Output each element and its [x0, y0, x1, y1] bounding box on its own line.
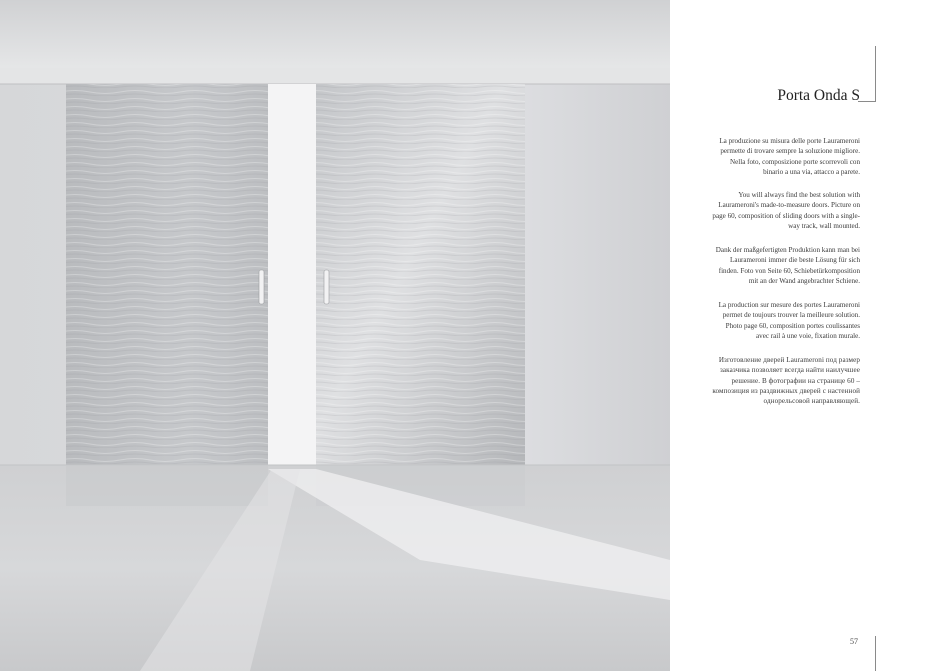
paragraph-french: La production sur mesure des portes Laurameroni permet de toujours trouver la meilleure solution. Photo page 60, composition portes coulissantes avec rail à une voie, fixation murale.: [718, 301, 860, 340]
title-underline: [858, 101, 876, 102]
door-handle-left: [259, 270, 264, 304]
door-gap: [268, 84, 316, 469]
top-vertical-rule: [875, 46, 876, 102]
paragraph-english: You will always find the best solution with Laurameroni's made-to-measure doors. Picture on page 60, composition of sliding doors with a single-way track, wall mounted.: [712, 191, 860, 230]
paragraph-german: Dank der maßgefertigten Produktion kann man bei Laurameroni immer die beste Lösung für sich finden. Foto von Seite 60, Schiebetürkomposition mit an der Wand angebrachter Schiene.: [715, 246, 860, 285]
page-title: Porta Onda S: [777, 87, 860, 104]
door-handle-right: [324, 270, 329, 304]
sliding-door-right: [316, 84, 525, 470]
wall-right: [525, 70, 670, 465]
ceiling: [0, 0, 670, 70]
track-band: [0, 68, 670, 84]
page-number: 57: [850, 637, 858, 646]
paragraph-italian: La produzione su misura delle porte Laurameroni permette di trovare sempre la soluzione migliore. Nella foto, composizione porte scorrevoli con binario a una via, attacco a parete.: [719, 137, 860, 176]
bottom-vertical-rule: [875, 636, 876, 671]
paragraph-russian: Изготовление дверей Laurameroni под размер заказчика позволяет всегда найти наилучшее решение. В фотографии на странице 60 – композиция из раздвижных дверей с настенной однорельсовой направляющей.: [712, 356, 860, 406]
sliding-door-left: [66, 84, 268, 470]
